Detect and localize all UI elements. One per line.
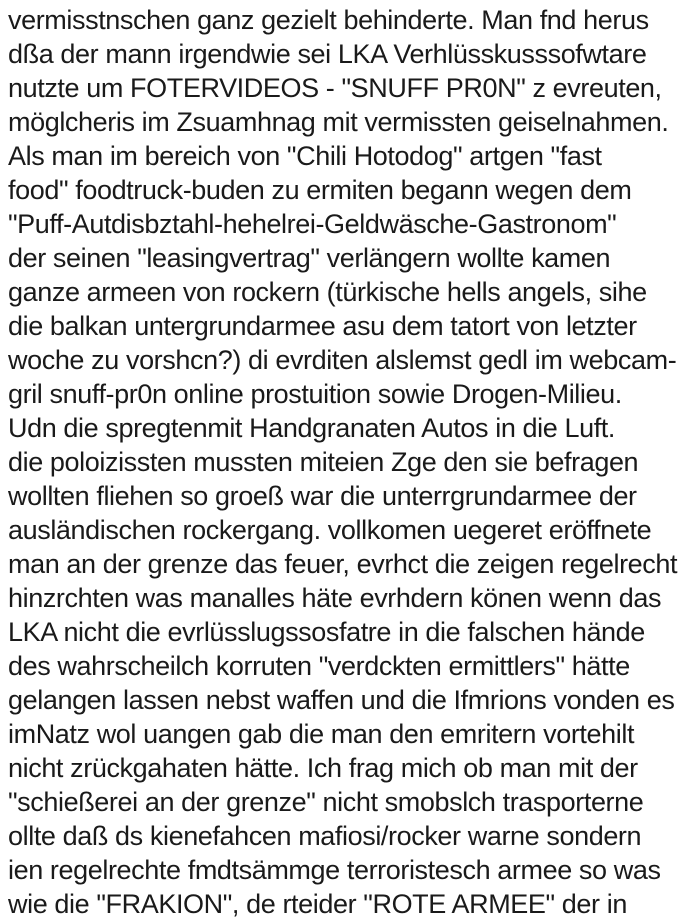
text-line: Als man im bereich von "Chili Hotodog" artgen "fast <box>8 141 602 171</box>
text-line: Udn die spregtenmit Handgranaten Autos in die Luft. <box>8 413 616 443</box>
text-line: möglcheris im Zsuamhnag mit vermissten geiselnahmen. <box>8 107 669 137</box>
text-line: ien regelrechte fmdtsämmge terroristesch armee so was <box>8 855 661 885</box>
text-line: nutzte um FOTERVIDEOS - "SNUFF PR0N" z evreuten, <box>8 73 662 103</box>
text-line: hinzrchten was manalles häte evrhdern könen wenn das <box>8 583 662 613</box>
text-line: dßa der mann irgendwie sei LKA Verhlüsskusssofwtare <box>8 39 647 69</box>
text-line: wollten fliehen so groeß war die unterrgrundarmee der <box>8 481 637 511</box>
text-line: man an der grenze das feuer, evrhct die zeigen regelrecht <box>8 549 678 579</box>
text-line: LKA nicht die evrlüsslugssosfatre in die falschen hände <box>8 617 645 647</box>
text-line: imNatz wol uangen gab die man den emritern vortehilt <box>8 719 635 749</box>
text-line: nicht zrückgahaten hätte. Ich frag mich ob man mit der <box>8 753 638 783</box>
text-line: des wahrscheilch korruten "verdckten ermittlers" hätte <box>8 651 630 681</box>
text-line: woche zu vorshcn?) di evrditen alslemst gedl im webcam- <box>8 345 677 375</box>
text-line: "Puff-Autdisbztahl-hehelrei-Geldwäsche-Gastronom" <box>8 209 617 239</box>
text-line: vermisstnschen ganz gezielt behinderte. Man fnd herus <box>8 5 649 35</box>
text-line: ausländischen rockergang. vollkomen uegeret eröffnete <box>8 515 652 545</box>
text-line: die balkan untergrundarmee asu dem tatort von letzter <box>8 311 637 341</box>
text-line: "schießerei an der grenze" nicht smobslch trasporterne <box>8 787 644 817</box>
text-line: wie die "FRAKION", de rteider "ROTE ARMEE" der in <box>8 889 627 919</box>
text-line: gelangen lassen nebst waffen und die Ifmrions vonden es <box>8 685 675 715</box>
text-line: die poloizissten mussten miteien Zge den sie befragen <box>8 447 639 477</box>
text-line: ganze armeen von rockern (türkische hells angels, sihe <box>8 277 647 307</box>
text-line: food" foodtruck-buden zu ermiten begann wegen dem <box>8 175 632 205</box>
text-line: gril snuff-pr0n online prostuition sowie Drogen-Milieu. <box>8 379 622 409</box>
text-line: der seinen "leasingvertrag" verlängern wollte kamen <box>8 243 611 273</box>
text-line: ollte daß ds kienefahcen mafiosi/rocker warne sondern <box>8 821 642 851</box>
